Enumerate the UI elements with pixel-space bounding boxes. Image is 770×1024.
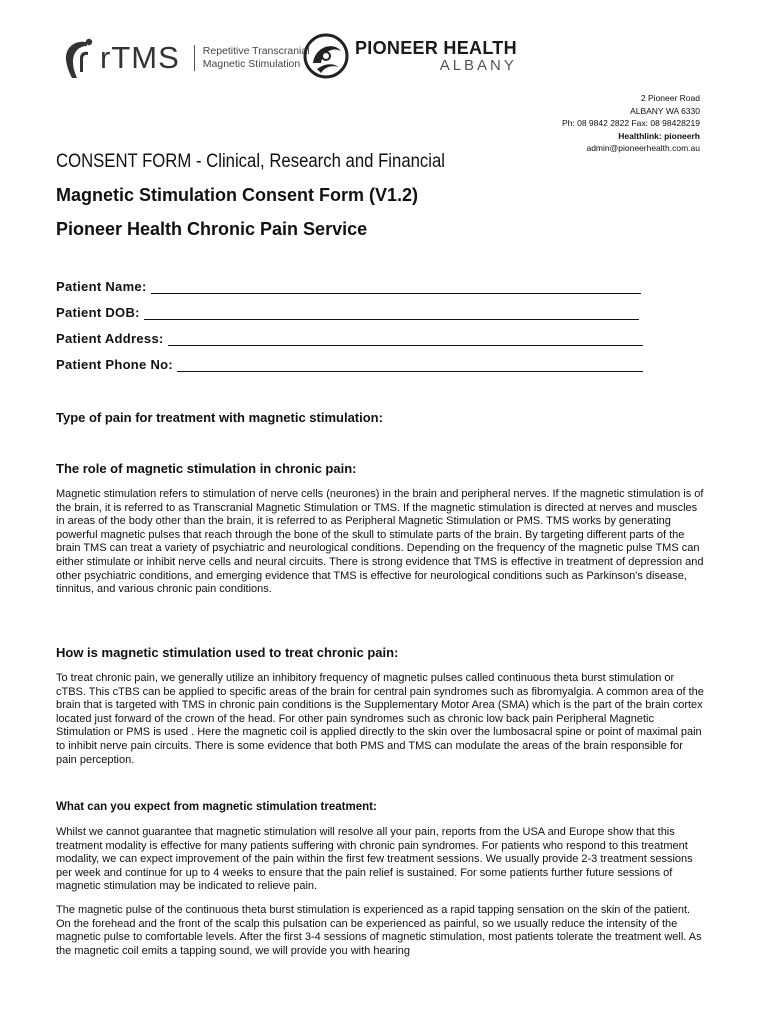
patient-address-line[interactable] xyxy=(168,332,643,346)
contact-address: 2 Pioneer Road xyxy=(640,93,700,103)
service-title: Pioneer Health Chronic Pain Service xyxy=(56,219,368,239)
patient-dob-label: Patient DOB: xyxy=(56,305,140,320)
expect-heading: What can you expect from magnetic stimulation treatment: xyxy=(56,801,377,813)
patient-address-field[interactable] xyxy=(56,331,643,346)
patient-name-label: Patient Name: xyxy=(56,279,147,294)
contact-block xyxy=(562,92,700,155)
role-heading: The role of magnetic stimulation in chronic pain: xyxy=(56,461,357,476)
patient-name-field[interactable] xyxy=(56,279,641,294)
consent-title: CONSENT FORM - Clinical, Research and Financial xyxy=(56,151,446,172)
role-paragraph: Magnetic stimulation refers to stimulation of nerve cells (neurones) in the brain and peripheral nerves. If the magnetic stimulation is of the brain, it is referred to as Transcranial Magnetic Stimulation or TMS. If the magnetic stimulation is directed at nerves and muscles in areas of the body other than the brain, it is referred to as Peripheral Magnetic Stimulation or PMS. TMS works by generating powerful magnetic pulses that reach through the bone of the skull to stimulate parts of the brain. By targeting different parts of the brain TMS can treat a variety of psychiatric and neurological conditions. Depending on the frequency of the magnetic pulse TMS can either stimulate or inhibit nerve cells and neural circuits. There is strong evidence that TMS is effective in treatment of depression and other psychiatric conditions, and emerging evidence that TMS is effective for neurological conditions such as Parkinson's disease, tinnitus, and various chronic pain conditions. xyxy=(56,488,704,596)
contact-phone: Ph: 08 9842 2822 Fax: 08 98428219 xyxy=(561,118,700,128)
pain-type-heading: Type of pain for treatment with magnetic stimulation: xyxy=(56,410,383,425)
patient-address-label: Patient Address: xyxy=(56,331,164,346)
patient-dob-field[interactable] xyxy=(56,305,639,320)
pioneer-health-logo xyxy=(303,33,517,79)
rtms-head-icon xyxy=(60,36,98,80)
patient-phone-line[interactable] xyxy=(177,358,643,372)
patient-phone-label: Patient Phone No: xyxy=(56,357,174,372)
pioneer-swirl-icon xyxy=(303,33,349,79)
how-heading: How is magnetic stimulation used to treat chronic pain: xyxy=(56,645,399,660)
rtms-subtitle-line1: Repetitive Transcranial xyxy=(202,45,310,57)
pioneer-title: PIONEER HEALTH xyxy=(355,38,517,58)
form-title: Magnetic Stimulation Consent Form (V1.2) xyxy=(56,185,419,205)
rtms-subtitle-line2: Magnetic Stimulation xyxy=(202,58,301,70)
contact-email: admin@pioneerhealth.com.au xyxy=(586,143,700,153)
pioneer-location: ALBANY xyxy=(439,57,517,74)
expect-paragraph-1: Whilst we cannot guarantee that magnetic stimulation will resolve all your pain, reports from the USA and Europe show that this treatment modality is effective for many patients suffering with chronic pain syndromes. For patients who respond to this treatment modality, we can expect improvement of the pain within the first few treatment sessions. We usually provide 2-3 treatment sessions per week and continue for up to 4 weeks to ensure that the pain relief is sustained. For some patients further future sessions of magnetic stimulation may be indicated to relieve pain. xyxy=(56,826,693,893)
pioneer-text xyxy=(355,38,517,74)
logo-divider xyxy=(194,45,195,71)
patient-dob-line[interactable] xyxy=(144,306,639,320)
expect-paragraph-2: The magnetic pulse of the continuous theta burst stimulation is experienced as a rapid tapping sensation on the skin of the patient. On the forehead and the front of the scalp this pulsation can be experienced as painful, so we usually reduce the intensity of the magnetic pulse to comfortable levels. After the first 3-4 sessions of magnetic stimulation, most patients tolerate the treatment well. As the magnetic coil emits a tapping sound, we will provide you with hearing xyxy=(56,904,702,957)
how-paragraph: To treat chronic pain, we generally utilize an inhibitory frequency of magnetic pulses called continuous theta burst stimulation or cTBS. This cTBS can be applied to specific areas of the brain for central pain syndromes such as fibromyalgia. A common area of the brain that is targeted with TMS in chronic pain conditions is the Supplementary Motor Area (SMA) which is the part of the brain cortex located just forward of the crown of the head. For other pain syndromes such as chronic low back pain Peripheral Magnetic Stimulation or PMS is used . Here the magnetic coil is applied directly to the skin over the lumbosacral spine or point of maximal pain to inhibit nerve pain circuits. There is some evidence that both PMS and TMS can modulate the areas of the brain responsible for pain perception. xyxy=(56,672,704,766)
rtms-logo xyxy=(60,36,310,80)
patient-name-line[interactable] xyxy=(151,280,641,294)
contact-healthlink: Healthlink: pioneerh xyxy=(618,130,700,141)
rtms-wordmark: rTMS xyxy=(100,40,180,75)
patient-phone-field[interactable] xyxy=(56,357,643,372)
contact-city: ALBANY WA 6330 xyxy=(630,105,700,116)
rtms-subtitle xyxy=(203,45,310,71)
